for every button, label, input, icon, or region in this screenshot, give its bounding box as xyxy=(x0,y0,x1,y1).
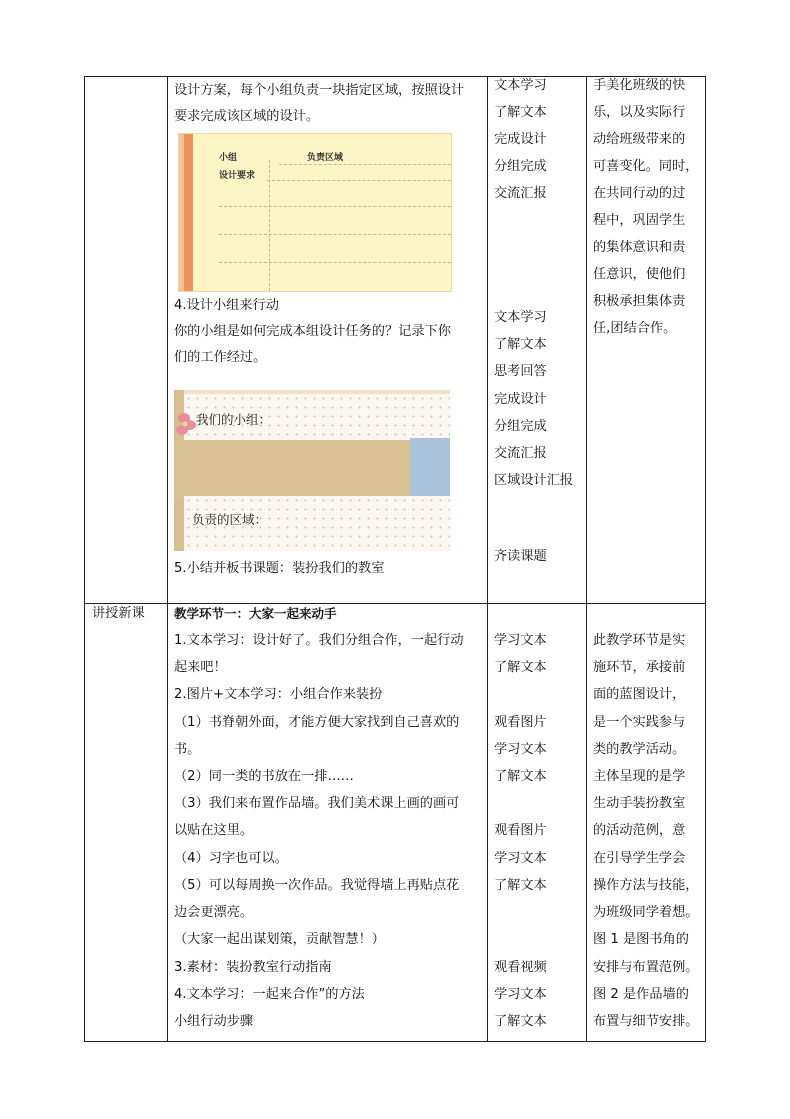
image-label-group: 小组 xyxy=(219,153,238,163)
section-title: 教学环节一：大家一起来动手 xyxy=(174,606,337,621)
design-intent-line: 是一个实践参与 xyxy=(593,715,686,730)
image-label-requirement: 设计要求 xyxy=(219,171,256,181)
activity-6: 文本学习 xyxy=(494,310,547,325)
content-line: （大家一起出谋划策，贡献智慧！） xyxy=(174,932,385,947)
content-line: 4.文本学习：一起来合作”的方法 xyxy=(174,987,365,1002)
activity-4: 分组完成 xyxy=(494,159,547,174)
card-wood-band xyxy=(174,440,450,500)
content-line: （2）同一类的书放在一排…… xyxy=(174,769,354,784)
design-table-image xyxy=(178,133,452,292)
design-intent-line: 乐，以及实际行 xyxy=(593,105,686,120)
table-col-divider-3 xyxy=(586,76,587,1042)
activity-line: 了解文本 xyxy=(494,769,547,784)
design-intent-line: 类的教学活动。 xyxy=(593,742,686,757)
table-right-border xyxy=(705,76,706,1042)
design-intent-line: 任意识，使他们 xyxy=(593,267,686,282)
content-line: （3）我们来布置作品墙。我们美术课上画的画可 xyxy=(174,796,460,811)
design-intent-line: 的集体意识和责 xyxy=(593,240,686,255)
table-bottom-border xyxy=(84,1041,706,1042)
design-intent-line: 动给班级带来的 xyxy=(593,132,686,147)
card-label-area: 负责的区域： xyxy=(192,512,268,527)
table-col-divider-2 xyxy=(487,76,488,1042)
design-intent-line: 为班级同学着想。 xyxy=(593,905,699,920)
group-record-card-image xyxy=(174,390,450,551)
content-line: 边会更漂亮。 xyxy=(174,905,254,920)
activity-9: 完成设计 xyxy=(494,392,547,407)
item4-line-2: 们的工作经过。 xyxy=(174,350,267,365)
design-intent-line: 可喜变化。同时， xyxy=(593,159,699,174)
design-intent-line: 任,团结合作。 xyxy=(593,321,677,336)
design-intent-line: 手美化班级的快 xyxy=(593,78,686,93)
card-blue-tab xyxy=(410,438,450,496)
intro-line-2: 要求完成该区域的设计。 xyxy=(174,109,320,124)
activity-10: 分组完成 xyxy=(494,419,547,434)
image-dashed-divider xyxy=(269,160,270,291)
design-intent-line: 安排与布置范例。 xyxy=(593,960,699,975)
design-intent-line: 的活动范例，意 xyxy=(593,823,686,838)
content-line: （5）可以每周换一次作品。我觉得墙上再贴点花 xyxy=(174,878,460,893)
image-dashed-line xyxy=(219,262,451,263)
content-line: （4）习字也可以。 xyxy=(174,851,288,866)
activity-line: 了解文本 xyxy=(494,878,547,893)
activity-1: 文本学习 xyxy=(494,78,547,93)
activity-line: 学习文本 xyxy=(494,987,547,1002)
design-intent-line: 生动手装扮教室 xyxy=(593,796,686,811)
activity-11: 交流汇报 xyxy=(494,446,547,461)
image-dashed-line xyxy=(279,164,451,165)
activity-line: 学习文本 xyxy=(494,851,547,866)
item5-summary: 5.小结并板书课题：装扮我们的教室 xyxy=(174,561,385,576)
design-intent-line: 在共同行动的过 xyxy=(593,186,686,201)
activity-line: 了解文本 xyxy=(494,1014,547,1029)
item4-title: 4.设计小组来行动 xyxy=(174,298,279,313)
image-label-area: 负责区域 xyxy=(307,153,344,163)
activity-line: 学习文本 xyxy=(494,742,547,757)
activity-8: 思考回答 xyxy=(494,364,547,379)
design-intent-line: 此教学环节是实 xyxy=(593,633,686,648)
activity-2: 了解文本 xyxy=(494,105,547,120)
design-intent-line: 图 2 是作品墙的 xyxy=(593,987,689,1002)
design-intent-line: 主体呈现的是学 xyxy=(593,769,686,784)
activity-3: 完成设计 xyxy=(494,132,547,147)
design-intent-line: 面的蓝图设计， xyxy=(593,687,686,702)
activity-line: 观看图片 xyxy=(494,823,547,838)
content-line: 以贴在这里。 xyxy=(174,823,254,838)
table-left-border xyxy=(84,76,85,1042)
design-intent-line: 布置与细节安排。 xyxy=(593,1014,699,1029)
content-line: 3.素材：装扮教室行动指南 xyxy=(174,960,332,975)
content-line: （1）书脊朝外面，才能方便大家找到自己喜欢的 xyxy=(174,715,460,730)
content-line: 书。 xyxy=(174,742,201,757)
content-line: 1.文本学习：设计好了。我们分组合作，一起行动 xyxy=(174,633,464,648)
activity-13: 齐读课题 xyxy=(494,549,547,564)
content-line: 小组行动步骤 xyxy=(174,1014,254,1029)
design-intent-line: 操作方法与技能， xyxy=(593,878,699,893)
image-dashed-line xyxy=(267,180,451,181)
design-intent-line: 施环节，承接前 xyxy=(593,660,686,675)
activity-line: 观看图片 xyxy=(494,715,547,730)
intro-line-1: 设计方案，每个小组负责一块指定区域，按照设计 xyxy=(174,83,465,98)
activity-line: 观看视频 xyxy=(494,960,547,975)
content-line: 2.图片+文本学习：小组合作来装扮 xyxy=(174,687,383,702)
activity-7: 了解文本 xyxy=(494,337,547,352)
image-side-stripe-accent xyxy=(184,134,193,291)
image-dashed-line xyxy=(219,206,451,207)
design-intent-line: 积极承担集体责 xyxy=(593,294,686,309)
item4-line-1: 你的小组是如何完成本组设计任务的？记录下你 xyxy=(174,324,451,339)
activity-5: 交流汇报 xyxy=(494,186,547,201)
flower-icon xyxy=(176,412,198,436)
design-intent-line: 在引导学生学会 xyxy=(593,851,686,866)
design-intent-line: 程中，巩固学生 xyxy=(593,213,686,228)
activity-line: 了解文本 xyxy=(494,660,547,675)
image-dashed-line xyxy=(219,234,451,235)
design-intent-line: 图 1 是图书角的 xyxy=(593,932,689,947)
activity-12: 区域设计汇报 xyxy=(494,473,574,488)
stage-label: 讲授新课 xyxy=(92,606,145,621)
content-line: 起来吧！ xyxy=(174,660,227,675)
table-col-divider-1 xyxy=(167,76,168,1042)
activity-line: 学习文本 xyxy=(494,633,547,648)
card-label-group: 我们的小组： xyxy=(196,412,272,427)
